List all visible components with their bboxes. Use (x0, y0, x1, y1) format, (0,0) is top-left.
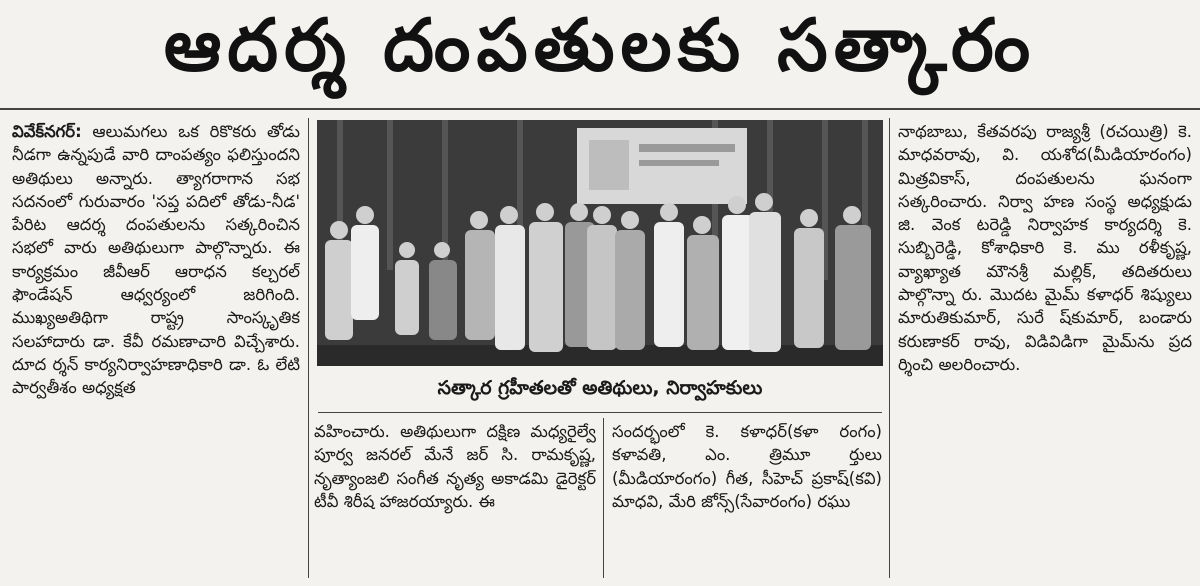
column-4-text: నాథబాబు, కేతవరపు రాజ్యశ్రీ (రచయిత్రి) కె. మాధవరావు, వి. యశోద(మీడియారంగం) మిత్రవికాస్, దంపతులను ఘనంగా సత్కరించారు. నిర్వా హణ సంస్థ అధ్యక్షుడు జి. వెంక టరెడ్డి నిర్వాహక కార్యదర్శి కె. సుబ్బిరెడ్డి, కోశాధికారి కె. ము రళీకృష్ణ, వ్యాఖ్యాత మౌనశ్రీ మల్లిక్, తదితరులు పాల్గొన్నా రు. మొదట మైమ్ కళాధర్ శిష్యులు మారుతికుమార్, సురే ష్‌కుమార్, బండారు కరుణాకర్ రావు, విడివిడిగా మైమ్‌ను ప్రద ర్శించి అలరించారు. (898, 122, 1192, 374)
column-divider-2 (603, 418, 604, 578)
column-3-text: సందర్భంలో కె. కళాధర్(కళా రంగం) కళావతి, ఎం. త్రిమూ ర్తులు (మీడియారంగం) గీత, సీహెచ్ ప్రకాష్(కవి) మాధవి, మేరి జోన్స్(సేవారంగం) రఘు (612, 422, 882, 511)
photo-illustration (317, 120, 883, 366)
caption-rule (318, 412, 882, 413)
headline: ఆదర్శ దంపతులకు సత్కారం (163, 3, 1037, 87)
headline-rule (0, 108, 1200, 110)
dateline: వివేక్‌నగర్: (12, 122, 82, 141)
column-divider-1 (308, 118, 309, 578)
article-column-3 (612, 420, 882, 582)
article-column-1 (12, 120, 300, 580)
article-column-2 (314, 420, 596, 582)
column-1-text: ఆలుమగలు ఒక రికొకరు తోడు నీడగా ఉన్నపుడే వారి దాంపత్యం ఫలిస్తుందని అతిథులు అన్నారు. త్యాగరాగాన సభ సదనంలో గురువారం 'సప్త పదిలో తోడు-నీడ' పేరిట ఆదర్శ దంపతులను సత్కరించిన సభలో వారు అతిథులుగా పాల్గొన్నారు. ఈ కార్యక్రమం జీవీఆర్ ఆరాధన కల్చరల్ ఫౌండేషన్ ఆధ్వర్యంలో జరిగింది. ముఖ్యఅతిథిగా రాష్ట్ర సాంస్కృతిక సలహాదారు డా. కేవీ రమణాచారి విచ్చేశారు. దూద ర్శన్ కార్యనిర్వాహణాధికారి డా. ఓ లేటి పార్వతీశం అధ్యక్షత (12, 122, 300, 398)
article-column-4 (898, 120, 1192, 580)
column-2-text: వహించారు. అతిథులుగా దక్షిణ మధ్యరైల్వే పూర్వ జనరల్ మేనే జర్ సి. రామకృష్ణ, నృత్యాంజలి సంగీత నృత్య అకాడమి డైరెక్టర్ టీవీ శిరీష హాజరయ్యారు. ఈ (314, 422, 596, 511)
column-divider-3 (889, 118, 890, 578)
photo-caption: సత్కార గ్రహీతలతో అతిథులు, నిర్వాహకులు (318, 368, 882, 412)
event-photo (317, 120, 883, 366)
